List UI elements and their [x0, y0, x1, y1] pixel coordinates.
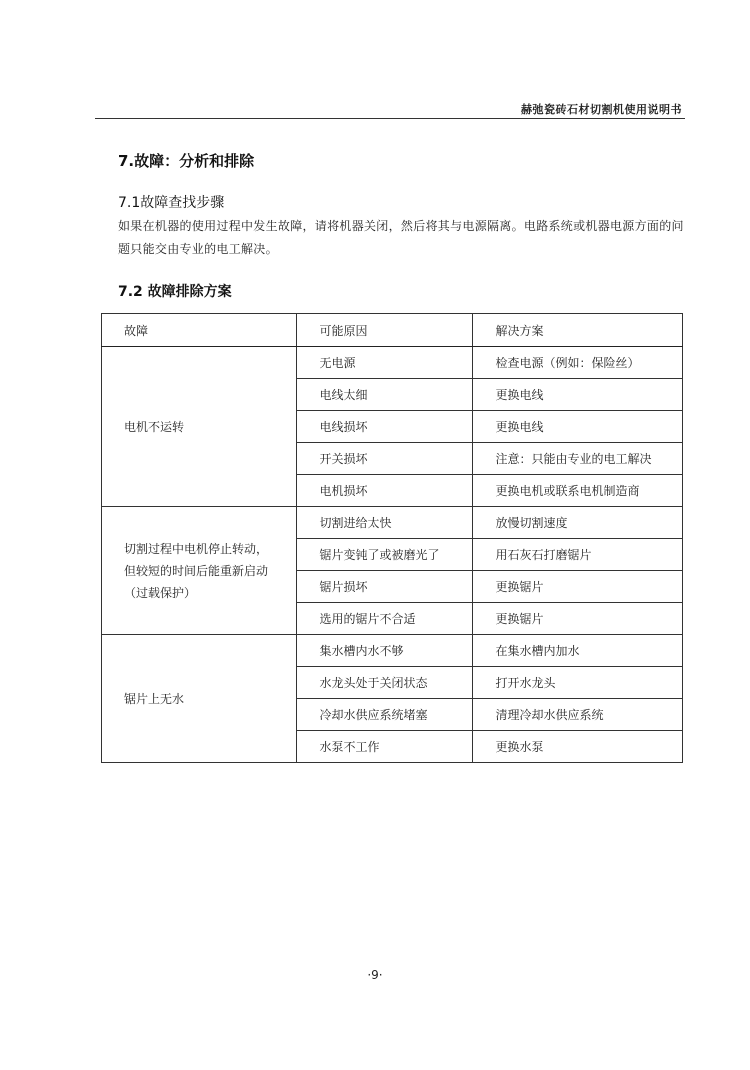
- cause-cell: 选用的锯片不合适: [297, 603, 473, 635]
- cause-cell: 切割进给太快: [297, 507, 473, 539]
- fault-overload-stop: [102, 507, 297, 635]
- fault-line: （过载保护）: [124, 585, 197, 600]
- cause-cell: 锯片损坏: [297, 571, 473, 603]
- fault-motor-not-running: 电机不运转: [102, 347, 297, 507]
- subsection-title-solutions: 7.2 故障排除方案: [118, 284, 232, 300]
- section-title: 7.故障：分析和排除: [118, 152, 255, 170]
- cause-cell: 水泵不工作: [297, 731, 473, 763]
- solution-cell: 更换电机或联系电机制造商: [473, 475, 683, 507]
- cause-cell: 水龙头处于关闭状态: [297, 667, 473, 699]
- header-fault: 故障: [102, 314, 297, 347]
- table-row: [102, 347, 683, 379]
- solution-cell: 用石灰石打磨锯片: [473, 539, 683, 571]
- troubleshooting-paragraph: 如果在机器的使用过程中发生故障，请将机器关闭，然后将其与电源隔离。电路系统或机器电源方面的问题只能交由专业的电工解决。: [118, 219, 684, 256]
- fault-line: 但较短的时间后能重新启动: [124, 563, 269, 578]
- solution-cell: 在集水槽内加水: [473, 635, 683, 667]
- solution-cell: 清理冷却水供应系统: [473, 699, 683, 731]
- header-cause: 可能原因: [297, 314, 473, 347]
- solution-cell: 更换电线: [473, 411, 683, 443]
- cause-cell: 冷却水供应系统堵塞: [297, 699, 473, 731]
- table-header-row: [102, 314, 683, 347]
- solution-cell: 更换锯片: [473, 571, 683, 603]
- fault-no-water-on-blade: 锯片上无水: [102, 635, 297, 763]
- solution-cell: 检查电源（例如：保险丝）: [473, 347, 683, 379]
- subsection-title-troubleshooting-steps: 7.1故障查找步骤: [118, 195, 225, 211]
- solution-cell: 更换水泵: [473, 731, 683, 763]
- cause-cell: 集水槽内水不够: [297, 635, 473, 667]
- cause-cell: 电线损坏: [297, 411, 473, 443]
- fault-line: 切割过程中电机停止转动，: [124, 541, 269, 556]
- header-solution: 解决方案: [473, 314, 683, 347]
- page-number: ·9·: [367, 968, 383, 982]
- cause-cell: 电线太细: [297, 379, 473, 411]
- solution-cell: 打开水龙头: [473, 667, 683, 699]
- cause-cell: 电机损坏: [297, 475, 473, 507]
- solution-cell: 更换锯片: [473, 603, 683, 635]
- fault-table: [101, 313, 683, 763]
- table-row: [102, 635, 683, 667]
- table-row: [102, 507, 683, 539]
- manual-title: 赫弛瓷砖石材切割机使用说明书: [521, 103, 682, 116]
- cause-cell: 开关损坏: [297, 443, 473, 475]
- solution-cell: 注意：只能由专业的电工解决: [473, 443, 683, 475]
- solution-cell: 更换电线: [473, 379, 683, 411]
- cause-cell: 锯片变钝了或被磨光了: [297, 539, 473, 571]
- solution-cell: 放慢切割速度: [473, 507, 683, 539]
- header-rule: [95, 118, 685, 119]
- cause-cell: 无电源: [297, 347, 473, 379]
